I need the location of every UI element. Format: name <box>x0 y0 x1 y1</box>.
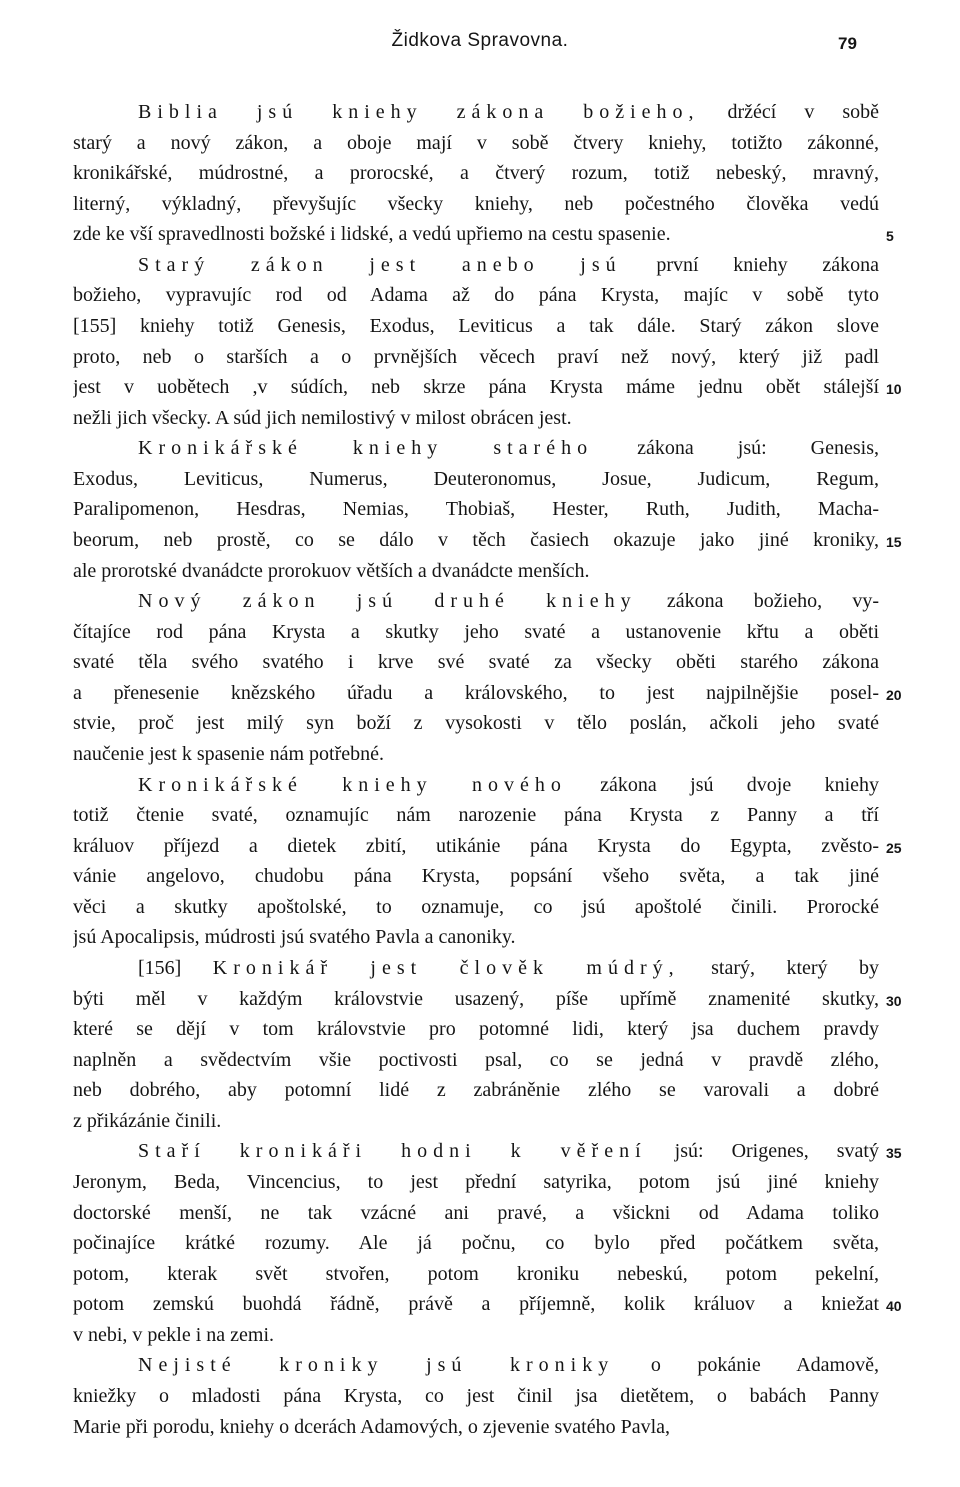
text-line <box>73 1198 879 1228</box>
line-text: starý, který by <box>679 956 879 979</box>
text-line <box>73 1381 879 1411</box>
line-text: svaté těla svého svatého i krve své svaté za všecky oběti starého zákona <box>73 651 879 674</box>
text-line <box>73 1014 879 1044</box>
line-text: čítajíce rod pána Krysta a skutky jeho svaté a ustanovenie křtu a oběti <box>73 620 879 643</box>
margin-line-number: 25 <box>886 839 902 856</box>
text-line <box>73 311 879 341</box>
text-line <box>73 678 879 708</box>
line-text: proto, neb o starších a o prvnějších věcech praví než nový, který již padl <box>73 345 879 368</box>
line-text: kronikářské, múdrostné, a prorocské, a čtverý rozum, totiž nebeský, mravný, <box>73 162 879 185</box>
spaced-heading: Kronikářské kniehy nového <box>138 773 567 796</box>
text-line <box>73 280 879 310</box>
line-text: první kniehy zákona <box>621 253 879 276</box>
line-text: věci a skutky apoštolské, to oznamuje, co jsú apoštolé činili. Prorocké <box>73 895 879 918</box>
spaced-heading: Starý zákon jest anebo jsú <box>138 253 622 276</box>
text-line <box>73 1320 879 1350</box>
text-line <box>73 617 879 647</box>
line-text: starý a nový zákon, a oboje mají v sobě čtvery kniehy, totižto zákonné, <box>73 131 879 154</box>
line-text: Jeronym, Beda, Vincencius, to jest přední satyrika, potom jsú jiné kniehy <box>73 1170 879 1193</box>
line-text: a přenesenie knězského úřadu a královského, to jest najpilnějšie posel- <box>73 681 879 704</box>
text-line <box>73 1412 879 1442</box>
margin-line-number: 30 <box>886 992 902 1009</box>
text-line <box>138 586 879 616</box>
text-line <box>73 1106 879 1136</box>
line-text: jsú Apocalipsis, múdrosti jsú svatého Pavla a canoniky. <box>73 926 516 949</box>
margin-line-number: 20 <box>886 686 902 703</box>
text-line <box>73 372 879 402</box>
text-line <box>138 770 879 800</box>
line-text: literný, výkladný, převyšujíc všecky kniehy, neb počestného člověka vedú <box>73 192 879 215</box>
text-line <box>138 953 879 983</box>
text-line <box>73 1228 879 1258</box>
spaced-heading: Nový zákon jsú druhé kniehy <box>138 590 637 613</box>
line-text: o pokánie Adamově, <box>614 1354 879 1377</box>
line-text: zde ke vší spravedlnosti božské i lidské, a vedú upřiemo na cestu spasenie. <box>73 223 671 246</box>
line-text: které se dějí v tom královstvie pro potomné lidi, který jsa duchem pravdy <box>73 1018 879 1041</box>
text-line <box>73 708 879 738</box>
margin-line-number: 40 <box>886 1298 902 1315</box>
line-text: počinajíce krátké rozumy. Ale já počnu, co bylo před počátkem světa, <box>73 1232 879 1255</box>
line-text: v nebi, v pekle i na zemi. <box>73 1323 275 1346</box>
margin-line-number: 15 <box>886 533 902 550</box>
line-text: Marie při porodu, kniehy o dcerách Adamových, o zjevenie svatého Pavla, <box>73 1415 671 1438</box>
text-line <box>73 128 879 158</box>
text-line <box>73 647 879 677</box>
line-text: býti měl v každým královstvie usazený, píše upřímě znamenité skutky, <box>73 987 879 1010</box>
text-line <box>138 1350 879 1380</box>
text-line <box>73 556 879 586</box>
text-line <box>138 1136 879 1166</box>
line-text: doctorské menší, ne tak vzácné ani pravé, a všickni od Adama toliko <box>73 1201 879 1224</box>
text-line <box>73 219 879 249</box>
line-text: králuov příjezd a dietek zbití, utikánie pána Krysta do Egypta, zvěsto- <box>73 834 879 857</box>
line-text: držécí v sobě <box>699 101 879 123</box>
line-text: potom zemskú buohdá řádně, právě a příjemně, kolik králuov a kniežat <box>73 1293 879 1316</box>
text-line <box>73 342 879 372</box>
text-line <box>138 250 879 280</box>
text-line <box>73 403 879 433</box>
text-line <box>73 1045 879 1075</box>
bracket-page-ref: [156] <box>138 956 213 979</box>
line-text: stvie, proč jest milý syn boží z vysokosti v tělo poslán, ačkoli jeho svaté <box>73 712 879 735</box>
text-line <box>73 1289 879 1319</box>
text-line <box>73 158 879 188</box>
margin-line-number: 35 <box>886 1145 902 1162</box>
line-text: potom, kterak svět stvořen, potom kroniku nebeskú, potom pekelní, <box>73 1262 879 1285</box>
text-line <box>73 831 879 861</box>
text-line <box>73 922 879 952</box>
text-line <box>73 189 879 219</box>
line-text: jest v uobětech ,v súdích, neb skrze pána Krysta máme jednu obět stálejší <box>73 376 879 399</box>
line-text: naplněn a svědectvím všie poctivosti psal, co se jedná v pravdě zlého, <box>73 1048 879 1071</box>
line-text: božieho, vypravujíc rod od Adama až do pána Krysta, majíc v sobě tyto <box>73 284 879 307</box>
page-number: 79 <box>838 34 857 53</box>
line-text: zákona jsú: Genesis, <box>593 437 879 460</box>
text-line <box>73 892 879 922</box>
line-text: nežli jich všecky. A súd jich nemilostivý v milost obrácen jest. <box>73 406 572 429</box>
line-text: Paralipomenon, Hesdras, Nemias, Thobiaš, Hester, Ruth, Judith, Macha- <box>73 498 879 521</box>
text-line <box>73 464 879 494</box>
line-text: zákona jsú dvoje kniehy <box>566 773 879 796</box>
text-line <box>73 984 879 1014</box>
line-text: z přikázánie činili. <box>73 1109 222 1132</box>
spaced-heading: Staří kronikáři hodni k věření <box>138 1140 647 1163</box>
running-title: Židkova Spravovna. <box>391 30 569 51</box>
text-line <box>138 97 879 127</box>
line-text: vánie angelovo, chudobu pána Krysta, popsání všeho světa, a tak jiné <box>73 865 879 888</box>
text-line <box>73 800 879 830</box>
line-text: jsú: Origenes, svatý <box>646 1140 879 1163</box>
spaced-heading: Kronikář jest člověk múdrý, <box>212 956 680 979</box>
line-text: totiž čtenie svaté, oznamujíc nám narozenie pána Krysta z Panny a tří <box>73 804 879 827</box>
text-line <box>73 1075 879 1105</box>
spaced-heading: Nejisté kroniky jsú kroniky <box>138 1354 615 1377</box>
margin-line-number: 10 <box>886 381 902 398</box>
text-line <box>73 494 879 524</box>
line-text: naučenie jest k spasenie nám potřebné. <box>73 742 384 765</box>
margin-line-number: 5 <box>886 228 894 245</box>
text-line <box>73 525 879 555</box>
text-line <box>138 433 879 463</box>
text-line <box>73 861 879 891</box>
spaced-heading: Biblia jsú kniehy zákona božieho, <box>138 101 700 123</box>
text-line <box>73 1167 879 1197</box>
line-text: ale prorotské dvanádcte prorokuov větších a dvanádcte menších. <box>73 559 590 582</box>
line-text: Exodus, Leviticus, Numerus, Deuteronomus, Josue, Judicum, Regum, <box>73 467 879 490</box>
spaced-heading: Kronikářské kniehy starého <box>138 437 594 460</box>
line-text: beorum, neb prostě, co se dálo v těch časiech okazuje jako jiné kroniky, <box>73 528 879 551</box>
line-text: zákona božieho, vy- <box>636 590 879 613</box>
text-line <box>73 1259 879 1289</box>
text-line <box>73 739 879 769</box>
line-text: kniežky o mladosti pána Krysta, co jest činil jsa dietětem, o babách Panny <box>73 1384 879 1407</box>
line-text: neb dobrého, aby potomní lidé z zabráněnie zlého se varovali a dobré <box>73 1079 879 1102</box>
line-text: [155] kniehy totiž Genesis, Exodus, Leviticus a tak dále. Starý zákon slove <box>73 314 879 337</box>
